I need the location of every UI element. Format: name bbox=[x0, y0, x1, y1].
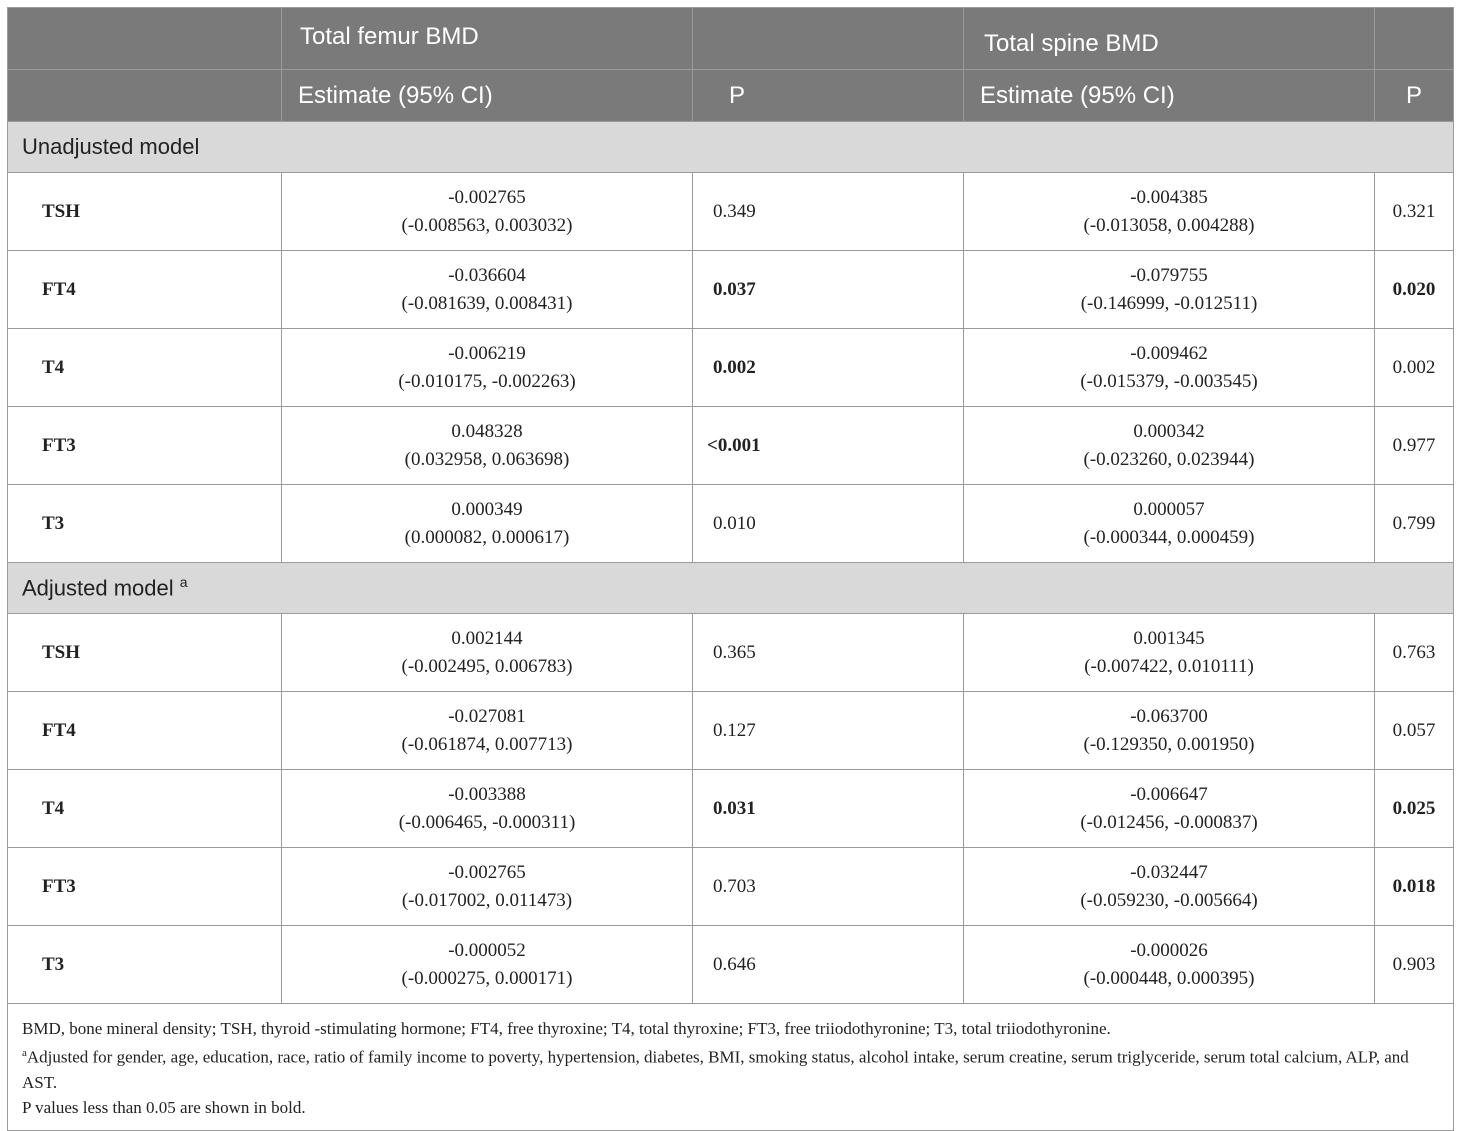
table-row bbox=[8, 926, 1454, 1004]
footnote-cell bbox=[8, 1004, 1454, 1131]
estimate-value: -0.002765 bbox=[448, 861, 526, 883]
footnote-marker: a bbox=[22, 1047, 27, 1059]
estimate-value: 0.002144 bbox=[451, 627, 523, 649]
femur-p-value: 0.365 bbox=[693, 614, 964, 692]
ci-value: (-0.023260, 0.023944) bbox=[1083, 448, 1255, 470]
estimate-value: -0.079755 bbox=[1130, 264, 1208, 286]
footnote-adjusted bbox=[22, 1041, 1439, 1095]
table-row bbox=[8, 485, 1454, 563]
ci-value: (-0.010175, -0.002263) bbox=[398, 370, 576, 392]
femur-estimate-cell bbox=[282, 848, 693, 926]
ci-value: (-0.008563, 0.003032) bbox=[401, 214, 573, 236]
row-label: FT4 bbox=[8, 251, 282, 329]
spine-estimate-cell bbox=[964, 329, 1375, 407]
spine-p-value: 0.977 bbox=[1375, 407, 1454, 485]
header-empty-cell bbox=[693, 8, 964, 70]
femur-estimate-cell bbox=[282, 614, 693, 692]
table-row bbox=[8, 770, 1454, 848]
section-title-text: Unadjusted model bbox=[22, 134, 200, 159]
row-label: TSH bbox=[8, 173, 282, 251]
row-label: T3 bbox=[8, 485, 282, 563]
estimate-value: -0.002765 bbox=[448, 186, 526, 208]
footnote-adjusted-text: Adjusted for gender, age, education, race, ratio of family income to poverty, hypertension, diabetes, BMI, smoking status, alcohol intake, serum creatine, serum triglyceride, serum total calcium, ALP, and AST. bbox=[22, 1047, 1409, 1092]
femur-p-value: 0.646 bbox=[693, 926, 964, 1004]
ci-value: (-0.000275, 0.000171) bbox=[401, 967, 573, 989]
estimate-value: -0.027081 bbox=[448, 705, 526, 727]
ci-value: (-0.013058, 0.004288) bbox=[1083, 214, 1255, 236]
spine-estimate-cell bbox=[964, 407, 1375, 485]
row-label: T4 bbox=[8, 329, 282, 407]
table-row bbox=[8, 614, 1454, 692]
table-row bbox=[8, 329, 1454, 407]
spine-p-value: 0.799 bbox=[1375, 485, 1454, 563]
footnote-abbreviations: BMD, bone mineral density; TSH, thyroid -stimulating hormone; FT4, free thyroxine; T4, total thyroxine; FT3, free triiodothyronine; T3, total triiodothyronine. bbox=[22, 1019, 1111, 1038]
ci-value: (-0.017002, 0.011473) bbox=[401, 889, 573, 911]
estimate-value: -0.003388 bbox=[448, 783, 526, 805]
ci-value: (0.000082, 0.000617) bbox=[404, 526, 570, 548]
spine-p-value: 0.018 bbox=[1375, 848, 1454, 926]
header-empty-cell bbox=[8, 8, 282, 70]
femur-p-value: 0.037 bbox=[693, 251, 964, 329]
spine-estimate-cell bbox=[964, 173, 1375, 251]
row-label: FT3 bbox=[8, 407, 282, 485]
spine-estimate-header: Estimate (95% CI) bbox=[964, 70, 1375, 122]
header-empty-cell bbox=[8, 70, 282, 122]
results-table bbox=[7, 7, 1454, 1131]
estimate-value: -0.032447 bbox=[1130, 861, 1208, 883]
estimate-value: -0.000026 bbox=[1130, 939, 1208, 961]
femur-p-value: 0.349 bbox=[693, 173, 964, 251]
table-footnotes bbox=[8, 1004, 1454, 1131]
ci-value: (-0.000448, 0.000395) bbox=[1083, 967, 1255, 989]
spine-p-value: 0.321 bbox=[1375, 173, 1454, 251]
row-label: FT4 bbox=[8, 692, 282, 770]
spine-p-value: 0.763 bbox=[1375, 614, 1454, 692]
spine-p-value: 0.002 bbox=[1375, 329, 1454, 407]
femur-estimate-cell bbox=[282, 926, 693, 1004]
ci-value: (-0.002495, 0.006783) bbox=[401, 655, 573, 677]
spine-p-value: 0.025 bbox=[1375, 770, 1454, 848]
row-label: T3 bbox=[8, 926, 282, 1004]
femur-estimate-cell bbox=[282, 770, 693, 848]
femur-header: Total femur BMD bbox=[282, 8, 693, 70]
row-label: T4 bbox=[8, 770, 282, 848]
estimate-value: -0.063700 bbox=[1130, 705, 1208, 727]
row-label: FT3 bbox=[8, 848, 282, 926]
spine-estimate-cell bbox=[964, 485, 1375, 563]
ci-value: (-0.012456, -0.000837) bbox=[1080, 811, 1258, 833]
ci-value: (0.032958, 0.063698) bbox=[404, 448, 570, 470]
femur-p-value: 0.002 bbox=[693, 329, 964, 407]
spine-header: Total spine BMD bbox=[964, 8, 1375, 70]
header-row-1 bbox=[8, 8, 1454, 70]
section-title-text: Adjusted model bbox=[22, 575, 174, 601]
ci-value: (-0.061874, 0.007713) bbox=[401, 733, 573, 755]
estimate-value: -0.000052 bbox=[448, 939, 526, 961]
footnote-marker: a bbox=[179, 574, 188, 591]
section-title-unadjusted bbox=[8, 122, 1454, 173]
spine-p-value: 0.903 bbox=[1375, 926, 1454, 1004]
ci-value: (-0.007422, 0.010111) bbox=[1084, 655, 1254, 677]
ci-value: (-0.015379, -0.003545) bbox=[1080, 370, 1258, 392]
estimate-value: 0.048328 bbox=[451, 420, 523, 442]
ci-value: (-0.000344, 0.000459) bbox=[1083, 526, 1255, 548]
femur-p-header: P bbox=[693, 70, 964, 122]
estimate-value: -0.006219 bbox=[448, 342, 526, 364]
ci-value: (-0.146999, -0.012511) bbox=[1080, 292, 1258, 314]
ci-value: (-0.081639, 0.008431) bbox=[401, 292, 573, 314]
ci-value: (-0.059230, -0.005664) bbox=[1080, 889, 1258, 911]
header-row-2 bbox=[8, 70, 1454, 122]
section-adjusted bbox=[8, 563, 1454, 614]
femur-p-value: <0.001 bbox=[693, 407, 964, 485]
estimate-value: -0.006647 bbox=[1130, 783, 1208, 805]
table-row bbox=[8, 848, 1454, 926]
ci-value: (-0.129350, 0.001950) bbox=[1083, 733, 1255, 755]
femur-estimate-cell bbox=[282, 407, 693, 485]
estimate-value: 0.000057 bbox=[1133, 498, 1205, 520]
femur-p-value: 0.031 bbox=[693, 770, 964, 848]
estimate-value: 0.000349 bbox=[451, 498, 523, 520]
section-title-adjusted bbox=[8, 563, 1454, 614]
spine-estimate-cell bbox=[964, 692, 1375, 770]
femur-p-value: 0.010 bbox=[693, 485, 964, 563]
section-unadjusted bbox=[8, 122, 1454, 173]
estimate-value: -0.009462 bbox=[1130, 342, 1208, 364]
femur-estimate-cell bbox=[282, 251, 693, 329]
results-table-container bbox=[7, 7, 1453, 1131]
femur-p-value: 0.703 bbox=[693, 848, 964, 926]
spine-p-header: P bbox=[1375, 70, 1454, 122]
femur-estimate-cell bbox=[282, 173, 693, 251]
spine-estimate-cell bbox=[964, 614, 1375, 692]
femur-estimate-cell bbox=[282, 692, 693, 770]
spine-p-value: 0.020 bbox=[1375, 251, 1454, 329]
spine-estimate-cell bbox=[964, 251, 1375, 329]
estimate-value: -0.004385 bbox=[1130, 186, 1208, 208]
table-row bbox=[8, 692, 1454, 770]
spine-p-value: 0.057 bbox=[1375, 692, 1454, 770]
femur-estimate-cell bbox=[282, 485, 693, 563]
estimate-value: -0.036604 bbox=[448, 264, 526, 286]
footnote-bold-note: P values less than 0.05 are shown in bold. bbox=[22, 1097, 306, 1117]
femur-estimate-cell bbox=[282, 329, 693, 407]
estimate-value: 0.000342 bbox=[1133, 420, 1205, 442]
spine-estimate-cell bbox=[964, 848, 1375, 926]
femur-estimate-header: Estimate (95% CI) bbox=[282, 70, 693, 122]
table-row bbox=[8, 251, 1454, 329]
header-empty-cell bbox=[1375, 8, 1454, 70]
estimate-value: 0.001345 bbox=[1133, 627, 1205, 649]
row-label: TSH bbox=[8, 614, 282, 692]
femur-p-value: 0.127 bbox=[693, 692, 964, 770]
table-row bbox=[8, 173, 1454, 251]
ci-value: (-0.006465, -0.000311) bbox=[398, 811, 576, 833]
spine-estimate-cell bbox=[964, 770, 1375, 848]
spine-estimate-cell bbox=[964, 926, 1375, 1004]
table-row bbox=[8, 407, 1454, 485]
